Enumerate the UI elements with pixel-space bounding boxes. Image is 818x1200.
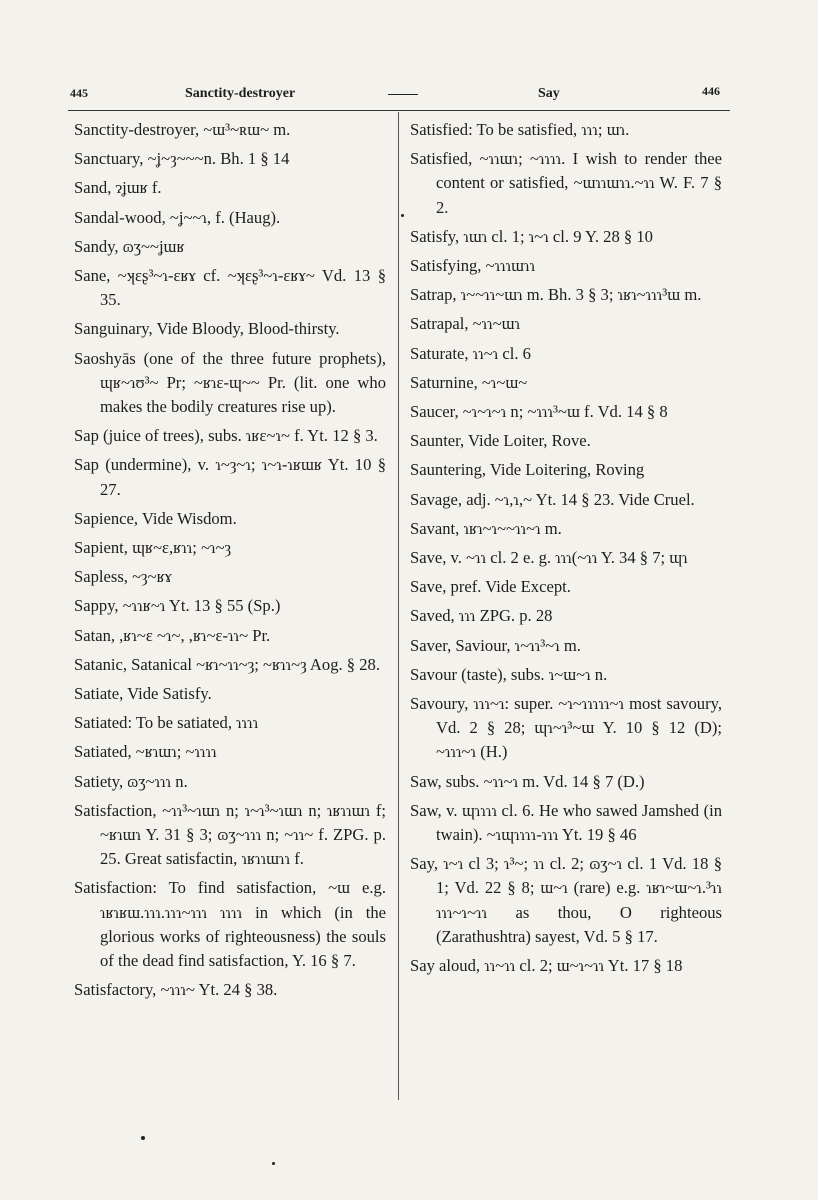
dictionary-entry: Sandal-wood, ~ʝ~~ɿ, f. (Haug). <box>74 207 281 227</box>
dictionary-entry: Satisfy, ɿɯɿ cl. 1; ɿ~ɿ cl. 9 Y. 28 § 10 <box>410 226 653 246</box>
ink-spot <box>141 1136 145 1140</box>
dictionary-entry: Sap (juice of trees), subs. ɿʁɛ~ɿ~ f. Yt. 12 § 3. <box>74 426 378 446</box>
header-rule <box>68 110 730 111</box>
dictionary-entry: Savage, adj. ~ɿ,ɿ,~ Yt. 14 § 23. Vide Cruel. <box>410 489 695 509</box>
header-dash <box>388 94 418 95</box>
dictionary-entry: Sane, ~ʞɛʂ³~ɿ-ɛʁɤ cf. ~ʞɛʂ³~ɿ-ɛʁɤ~ Vd. 13 § 35. <box>74 266 386 310</box>
right-catchword: Say <box>538 86 560 101</box>
dictionary-entry: Sanguinary, Vide Bloody, Blood-thirsty. <box>74 319 340 339</box>
dictionary-entry: Sapient, ɰʁ~ɛ,ʁɿɿ; ~ɿ~ȝ <box>74 538 232 558</box>
dictionary-entry: Sapless, ~ȝ~ʁɤ <box>74 567 173 587</box>
dictionary-entry: Satiety, ɷʒ~ɿɿɿ n. <box>74 771 188 791</box>
dictionary-entry: Satiated, ~ʁɿɯɿ; ~ɿɿɿɿ <box>74 742 217 762</box>
ink-spot <box>272 1162 275 1165</box>
dictionary-entry: Saw, subs. ~ɿɿ~ɿ m. Vd. 14 § 7 (D.) <box>410 771 645 791</box>
dictionary-entry: Saver, Saviour, ɿ~ɿɿ³~ɿ m. <box>410 635 581 655</box>
dictionary-entry: Satanic, Satanical ~ʁɿ~ɿɿ~ȝ; ~ʁɿɿ~ȝ Aog. § 28. <box>74 654 380 674</box>
dictionary-entry: Saucer, ~ɿ~ɿ~ɿ n; ~ɿɿɿ³~ɯ f. Vd. 14 § 8 <box>410 402 668 422</box>
left-catchword: Sanctity-destroyer <box>185 86 296 101</box>
dictionary-entry: Satisfaction: To find satisfaction, ~ɯ e.g. ɿʁɿʁɯ.ɿɿɿ.ɿɿɿ~ɿɿɿ ɿɿɿɿ in which (in the glorious works of righteousness) the souls of the dead find satisfaction, Y. 16 § 7. <box>74 878 386 971</box>
dictionary-entry: Sandy, ɷʒ~~ʝɯʁ <box>74 236 185 256</box>
column-divider <box>398 112 399 1100</box>
dictionary-entry: Save, v. ~ɿɿ cl. 2 e. g. ɿɿɿ(~ɿɿ Y. 34 § 7; ɰɿ <box>410 548 688 568</box>
dictionary-entry: Savour (taste), subs. ɿ~ɯ~ɿ n. <box>410 664 608 684</box>
dictionary-entry: Savoury, ɿɿɿ~ɿ: super. ~ɿ~ɿɿɿɿɿ~ɿ most savoury, Vd. 2 § 28; ɰɿ~ɿ³~ɯ Y. 10 § 12 (D); ~ɿɿɿ~ɿ (H.) <box>410 694 722 762</box>
left-page-number: 445 <box>70 86 88 100</box>
dictionary-entry: Satan, ,ʁɿ~ɛ ~ɿ~, ,ʁɿ~ɛ-ɿɿ~ Pr. <box>74 625 271 645</box>
dictionary-entry: Satisfied, ~ɿɿɯɿ; ~ɿɿɿɿ. I wish to render thee content or satisfied, ~ɯɿɿɯɿɿ.~ɿɿ W. F. 7 § 2. <box>410 149 722 217</box>
dictionary-entry: Sauntering, Vide Loitering, Roving <box>410 460 645 480</box>
dictionary-entry: Saw, v. ɰɿɿɿɿ cl. 6. He who sawed Jamshed (in twain). ~ɿɰɿɿɿɿ-ɿɿɿ Yt. 19 § 46 <box>410 800 722 845</box>
dictionary-entry: Satiate, Vide Satisfy. <box>74 684 212 704</box>
dictionary-entry: Sand, ɂʝɯʁ f. <box>74 178 162 198</box>
dictionary-entry: Sappy, ~ɿɿʁ~ɿ Yt. 13 § 55 (Sp.) <box>74 596 281 616</box>
dictionary-entry: Saturnine, ~ɿ~ɯ~ <box>410 372 528 392</box>
dictionary-entry: Satisfaction, ~ɿɿ³~ɿɯɿ n; ɿ~ɿ³~ɿɯɿ n; ɿʁɿɿɯɿ f; ~ʁɿɯɿ Y. 31 § 3; ɷʒ~ɿɿɿ n; ~ɿɿ~ f. ZPG. p. 25. Great satisfactin, ɿʁɿɿɯɿɿ f. <box>74 800 386 869</box>
dictionary-entry: Saunter, Vide Loiter, Rove. <box>410 431 591 451</box>
dictionary-entry: Sanctuary, ~ʝ~ȝ~~~n. Bh. 1 § 14 <box>74 149 290 169</box>
right-page-number: 446 <box>702 84 720 98</box>
dictionary-entry: Satrapal, ~ɿɿ~ɯɿ <box>410 314 521 334</box>
dictionary-entry: Satisfactory, ~ɿɿɿ~ Yt. 24 § 38. <box>74 980 278 1000</box>
dictionary-entry: Satrap, ɿ~~ɿɿ~ɯɿ m. Bh. 3 § 3; ɿʁɿ~ɿɿɿ³ɯ m. <box>410 285 702 305</box>
dictionary-entry: Save, pref. Vide Except. <box>410 577 571 597</box>
dictionary-entry: Saoshyās (one of the three future prophets), ɰʁ~ɿʊ³~ Pr; ~ʁɿɛ-ɰ~~ Pr. (lit. one who makes the bodily creatures rise up). <box>74 348 386 417</box>
dictionary-entry: Satisfied: To be satisfied, ɿɿɿ; ɯɿ. <box>410 120 630 139</box>
dictionary-entry: Savant, ɿʁɿ~ɿ~~ɿɿ~ɿ m. <box>410 518 562 538</box>
ink-spot <box>401 214 404 217</box>
dictionary-entry: Saved, ɿɿɿ ZPG. p. 28 <box>410 606 553 626</box>
running-header <box>70 84 730 106</box>
dictionary-entry: Saturate, ɿɿ~ɿ cl. 6 <box>410 343 531 363</box>
dictionary-entry: Say, ɿ~ɿ cl 3; ɿ³~; ɿɿ cl. 2; ɷʒ~ɿ cl. 1 Vd. 18 § 1; Vd. 22 § 8; ɯ~ɿ (rare) e.g. ɿʁɿ~ɯ~ɿ.³ɿɿ ɿɿɿ~ɿ~ɿɿ as thou, O righteous (Zarathushtra) sayest, Vd. 5 § 17. <box>410 854 722 946</box>
dictionary-entry: Sapience, Vide Wisdom. <box>74 508 237 528</box>
dictionary-entry: Sanctity-destroyer, ~ɯ³~ʀɯ~ m. <box>74 120 291 139</box>
right-column <box>410 118 722 983</box>
dictionary-entry: Satisfying, ~ɿɿɿɯɿɿ <box>410 256 536 276</box>
dictionary-entry: Satiated: To be satiated, ɿɿɿɿ <box>74 713 259 733</box>
dictionary-entry: Sap (undermine), v. ɿ~ȝ~ɿ; ɿ~ɿ-ɿʁɯʁ Yt. 10 § 27. <box>74 455 386 499</box>
dictionary-entry: Say aloud, ɿɿ~ɿɿ cl. 2; ɯ~ɿ~ɿɿ Yt. 17 § 18 <box>410 956 683 976</box>
left-column <box>74 118 386 1008</box>
